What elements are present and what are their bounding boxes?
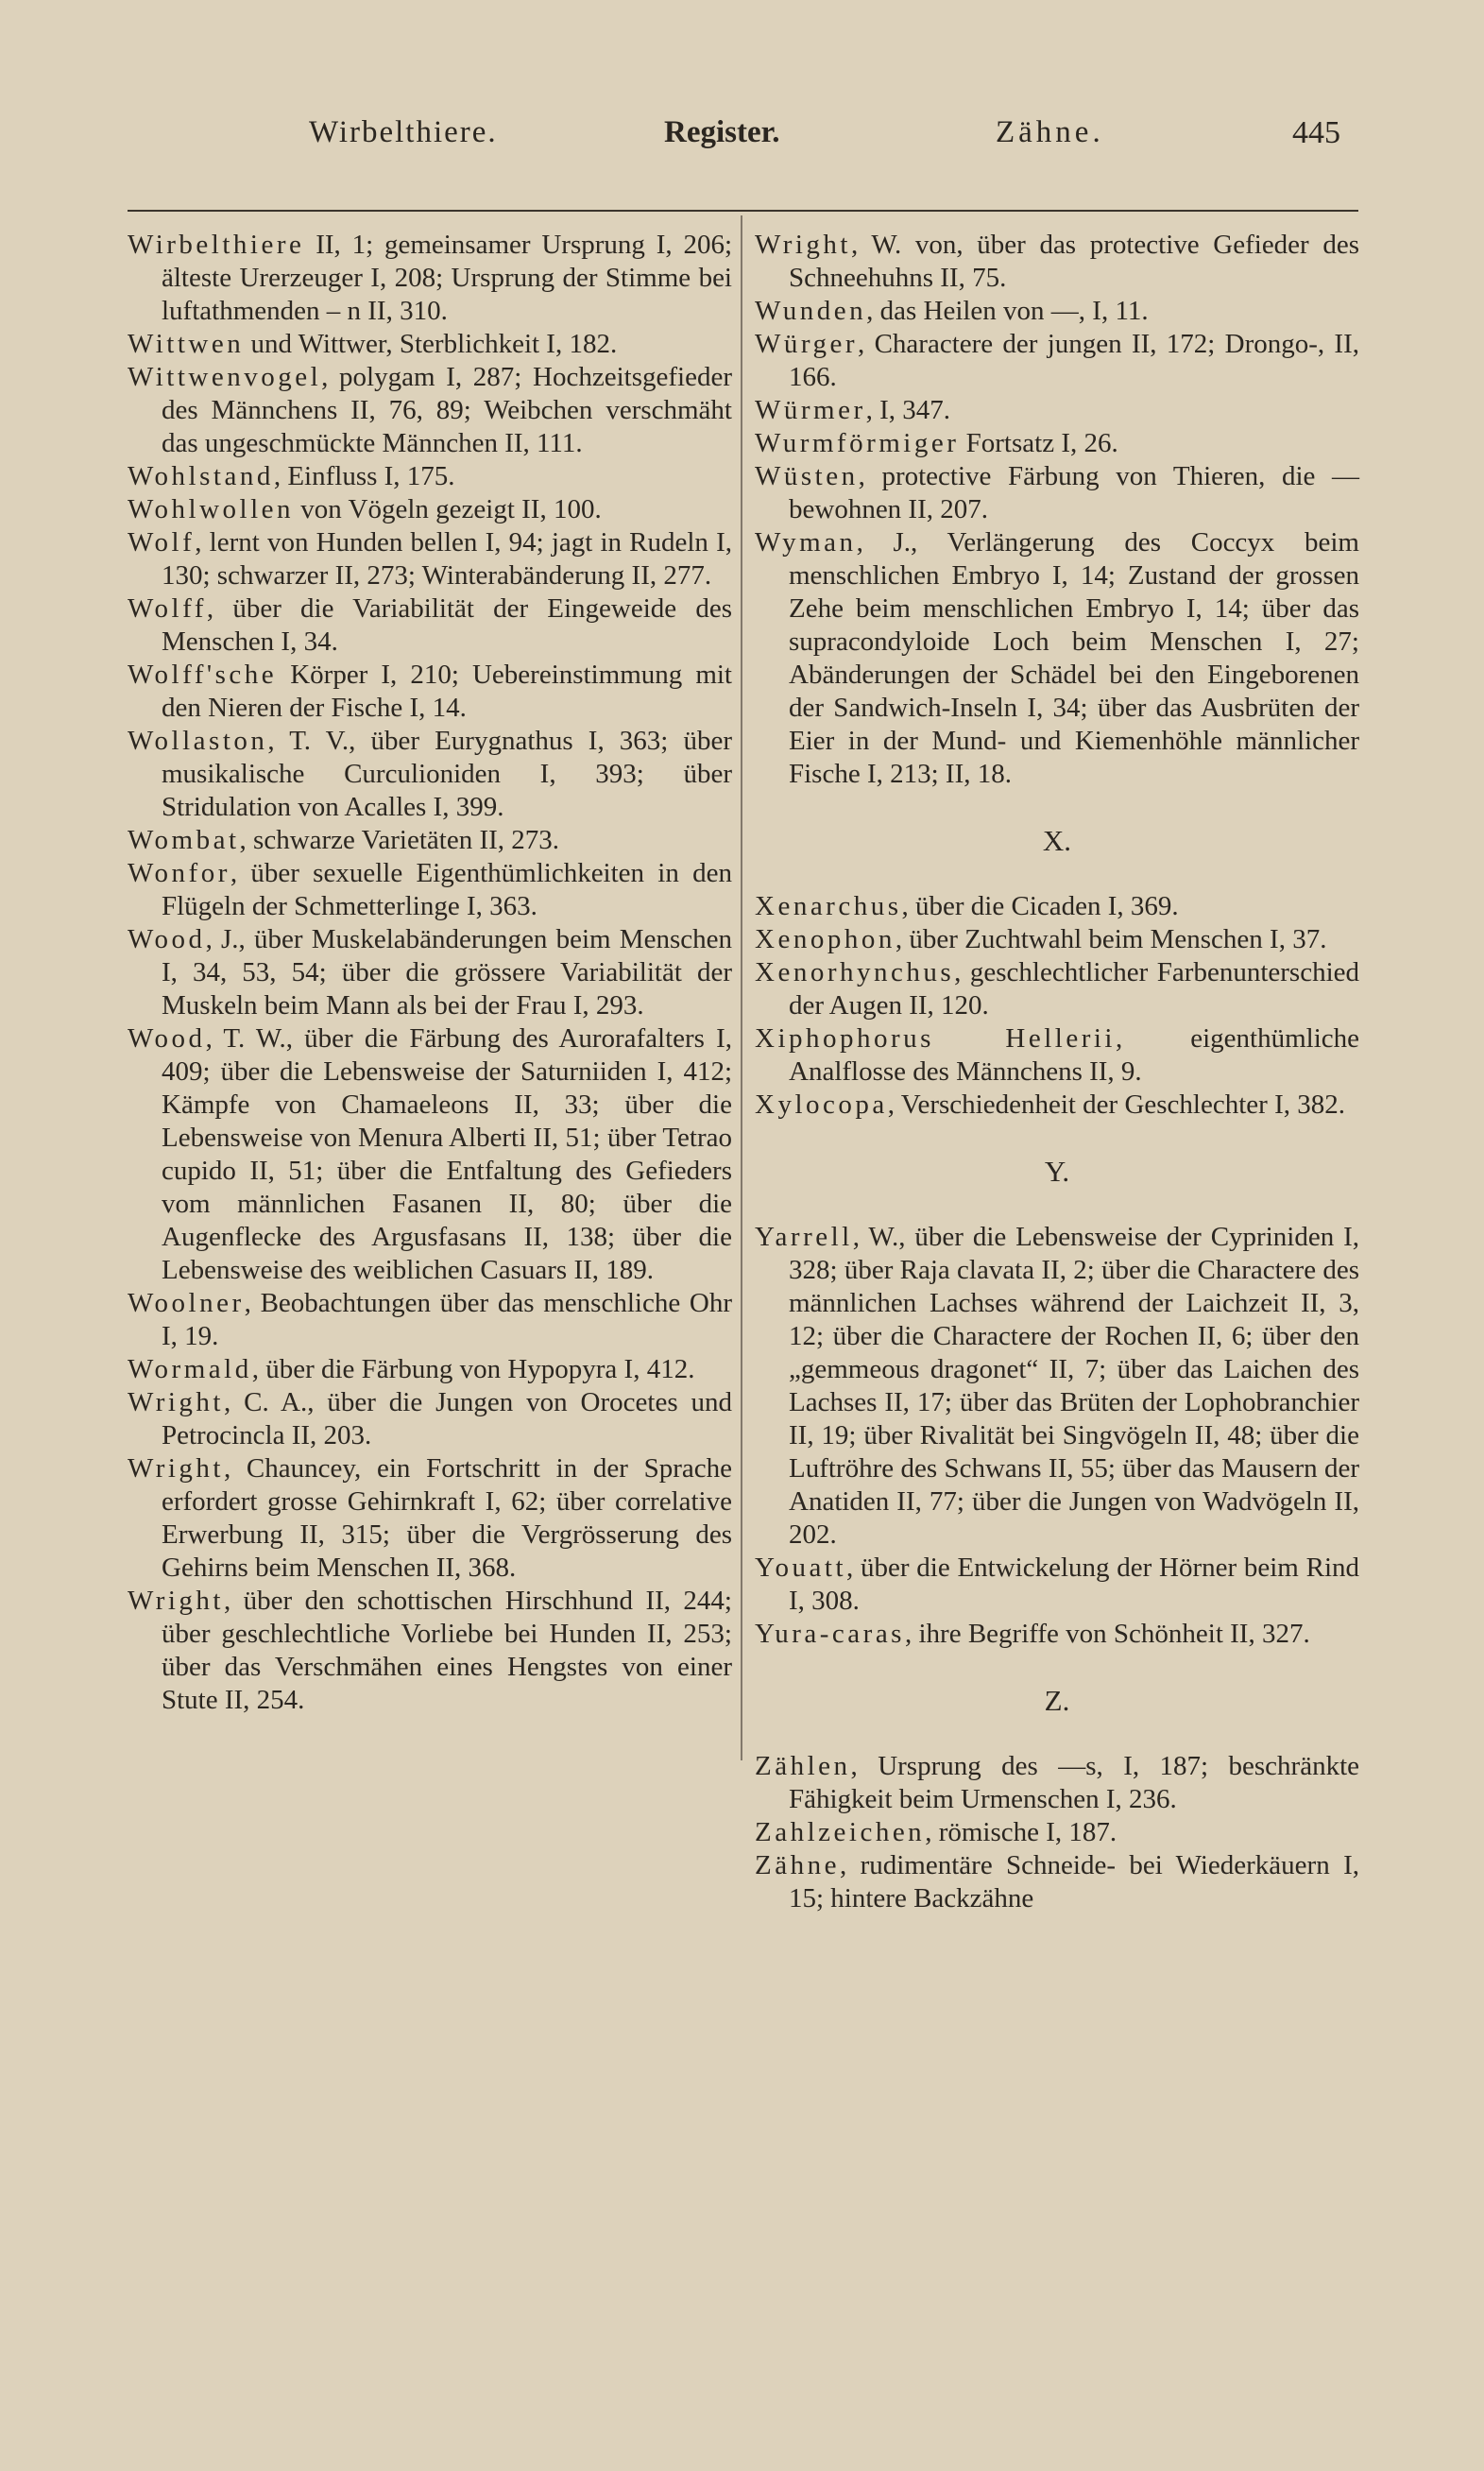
index-term: Zählen: [755, 1751, 851, 1781]
index-references: , J., Verlängerung des Coccyx beim menschlichen Embryo I, 14; Zustand der grossen Zehe beim menschlichen Embryo I, 14; über das supracondyloide Loch beim Menschen I, 27; Abänderungen der Schädel bei den Eingeborenen der Sandwich-Inseln I, 34; über das Ausbrüten der Eier in der Mund- und Kiemenhöhle männlicher Fische I, 213; II, 18.: [789, 527, 1359, 789]
index-references: , Verschiedenheit der Geschlechter I, 382.: [887, 1090, 1345, 1120]
index-entry: [128, 328, 732, 361]
index-entry: [128, 592, 732, 659]
section-heading-z: Z.: [1044, 1684, 1070, 1717]
index-term: Wood: [128, 924, 206, 954]
index-references: , über die Färbung von Hypopyra I, 412.: [251, 1354, 695, 1384]
index-references: , C. A., über die Jungen von Orocetes und Petrocincla II, 203.: [162, 1387, 732, 1450]
index-references: , W. von, über das protective Gefieder des Schneehuhns II, 75.: [789, 230, 1359, 293]
entries-w: [755, 229, 1359, 791]
header-left-keyword: Wirbelthiere.: [309, 115, 498, 149]
index-entry: [755, 1849, 1359, 1915]
right-column: [755, 229, 1359, 1915]
index-entry: [755, 427, 1359, 460]
index-entry: [755, 328, 1359, 394]
entries-y: [755, 1221, 1359, 1651]
index-term: Wonfor: [128, 858, 230, 888]
index-entry: [128, 659, 732, 725]
index-term: Wright: [128, 1453, 224, 1484]
section-heading-y: Y.: [1044, 1155, 1070, 1188]
index-entry: [755, 956, 1359, 1022]
index-references: und Wittwer, Sterblichkeit I, 182.: [244, 329, 618, 359]
header-rule: [128, 210, 1358, 212]
index-term: Yura-caras: [755, 1619, 905, 1649]
index-entry: [128, 1585, 732, 1717]
index-references: , polygam I, 287; Hochzeitsgefieder des Männchens II, 76, 89; Weibchen verschmäht das ungeschmückte Männchen II, 111.: [162, 362, 732, 458]
index-references: , eigenthümliche Analflosse des Männchens II, 9.: [789, 1023, 1359, 1087]
index-references: , I, 347.: [865, 395, 951, 425]
index-references: II, 1; gemeinsamer Ursprung I, 206; älteste Urerzeuger I, 208; Ursprung der Stimme bei luftathmenden – n II, 310.: [162, 230, 732, 326]
page-number: 445: [1292, 115, 1340, 150]
index-term: Wolf: [128, 527, 196, 558]
entries-z: [755, 1750, 1359, 1915]
index-term: Wüsten: [755, 461, 859, 491]
index-references: , rudimentäre Schneide- bei Wiederkäuern I, 15; hintere Backzähne: [789, 1850, 1359, 1913]
index-term: Wyman: [755, 527, 857, 558]
index-entry: [128, 857, 732, 923]
index-references: , über den schottischen Hirschhund II, 244; über geschlechtliche Vorliebe bei Hunden II, 253; über das Verschmähen eines Hengstes von einer Stute II, 254.: [162, 1586, 732, 1715]
index-entry: [128, 1386, 732, 1452]
index-references: , T. V., über Eurygnathus I, 363; über musikalische Curculioniden I, 393; über Stridulation von Acalles I, 399.: [162, 726, 732, 822]
index-term: Wohlwollen: [128, 494, 295, 524]
index-references: , Ursprung des —s, I, 187; beschränkte Fähigkeit beim Urmenschen I, 236.: [789, 1751, 1359, 1814]
index-references: von Vögeln gezeigt II, 100.: [294, 494, 602, 524]
index-term: Wright: [755, 230, 851, 260]
index-term: Xylocopa: [755, 1090, 888, 1120]
index-term: Wood: [128, 1023, 206, 1054]
index-entry: [755, 1750, 1359, 1816]
index-references: , über die Entwickelung der Hörner beim Rind I, 308.: [789, 1553, 1359, 1616]
index-references: , lernt von Hunden bellen I, 94; jagt in Rudeln I, 130; schwarzer II, 273; Winterabänderung II, 277.: [162, 527, 732, 591]
index-term: Wombat: [128, 825, 240, 855]
index-references: , W., über die Lebensweise der Cypriniden I, 328; über Raja clavata II, 2; über die Charactere des männlichen Lachses während der Laichzeit II, 3, 12; über die Charactere der Rochen II, 6; über den „gemmeous dragonet“ II, 7; über das Laichen des Lachses II, 17; über das Brüten der Lophobranchier II, 19; über Rivalität bei Singvögeln II, 48; über die Luftröhre des Schwans II, 55; über das Mausern der Anatiden II, 77; über die Jungen von Wadvögeln II, 202.: [789, 1222, 1359, 1550]
index-references: , über Zuchtwahl beim Menschen I, 37.: [895, 924, 1327, 954]
index-entry: [755, 1816, 1359, 1849]
index-references: , römische I, 187.: [925, 1817, 1117, 1847]
index-entry: [755, 890, 1359, 923]
running-header: [0, 115, 1484, 172]
index-term: Yarrell: [755, 1222, 853, 1252]
index-term: Xenorhynchus: [755, 957, 955, 987]
column-divider: [741, 215, 742, 1760]
index-references: , über die Variabilität der Eingeweide des Menschen I, 34.: [162, 593, 732, 657]
index-entry: [128, 1287, 732, 1353]
index-term: Wormald: [128, 1354, 252, 1384]
index-references: Fortsatz I, 26.: [959, 428, 1118, 458]
index-term: Zähne: [755, 1850, 840, 1880]
index-term: Wittwenvogel: [128, 362, 322, 392]
index-term: Xenarchus: [755, 891, 902, 921]
index-references: , Einfluss I, 175.: [273, 461, 455, 491]
index-references: , Charactere der jungen II, 172; Drongo-, II, 166.: [789, 329, 1359, 392]
index-entry: [755, 229, 1359, 295]
index-term: Wollaston: [128, 726, 268, 756]
index-term: Wright: [128, 1387, 224, 1417]
index-references: , J., über Muskelabänderungen beim Menschen I, 34, 53, 54; über die grössere Variabilität der Muskeln beim Mann als bei der Frau I, 293.: [162, 924, 732, 1021]
index-entry: [128, 361, 732, 460]
index-term: Xiphophorus Hellerii: [755, 1023, 1116, 1054]
index-references: , protective Färbung von Thieren, die — bewohnen II, 207.: [789, 461, 1359, 524]
index-term: Wohlstand: [128, 461, 274, 491]
index-entry: [755, 295, 1359, 328]
index-entry: [755, 394, 1359, 427]
index-entry: [128, 526, 732, 592]
index-entry: [128, 1022, 732, 1287]
index-entry: [755, 526, 1359, 791]
index-term: Wolff'sche: [128, 660, 278, 690]
index-entry: [755, 1089, 1359, 1122]
index-entry: [755, 460, 1359, 526]
index-entry: [755, 1022, 1359, 1089]
section-heading-x: X.: [1042, 824, 1072, 857]
index-references: , ihre Begriffe von Schönheit II, 327.: [904, 1619, 1310, 1649]
index-term: Zahlzeichen: [755, 1817, 926, 1847]
index-entry: [128, 460, 732, 493]
index-references: , Beobachtungen über das menschliche Ohr I, 19.: [162, 1288, 732, 1351]
index-entry: [128, 1353, 732, 1386]
index-term: Wunden: [755, 296, 867, 326]
index-term: Wurmförmiger: [755, 428, 960, 458]
index-entry: [128, 1452, 732, 1585]
index-entry: [128, 923, 732, 1022]
index-term: Wright: [128, 1586, 224, 1616]
index-references: , über sexuelle Eigenthümlichkeiten in den Flügeln der Schmetterlinge I, 363.: [162, 858, 732, 921]
header-section-title: Register.: [664, 115, 780, 149]
entries-x: [755, 890, 1359, 1122]
index-term: Wirbelthiere: [128, 230, 305, 260]
index-references: , das Heilen von —, I, 11.: [866, 296, 1149, 326]
index-term: Youatt: [755, 1553, 847, 1583]
index-references: , geschlechtlicher Farbenunterschied der Augen II, 120.: [789, 957, 1359, 1021]
index-term: Woolner: [128, 1288, 245, 1318]
index-entry: [128, 725, 732, 824]
index-entry: [755, 1221, 1359, 1552]
index-entry: [755, 1618, 1359, 1651]
index-term: Wolff: [128, 593, 207, 624]
index-term: Würger: [755, 329, 859, 359]
index-references: , schwarze Varietäten II, 273.: [239, 825, 560, 855]
index-term: Würmer: [755, 395, 866, 425]
index-references: , Chauncey, ein Fortschritt in der Sprache erfordert grosse Gehirnkraft I, 62; über correlative Erwerbung II, 315; über die Vergrösserung des Gehirns beim Menschen II, 368.: [162, 1453, 732, 1583]
header-right-keyword: Zähne.: [996, 115, 1104, 149]
index-entry: [755, 923, 1359, 956]
index-entry: [128, 493, 732, 526]
index-entry: [128, 229, 732, 328]
left-column: [128, 229, 732, 1717]
index-entry: [755, 1552, 1359, 1618]
index-entry: [128, 824, 732, 857]
index-term: Wittwen: [128, 329, 245, 359]
index-references: , über die Cicaden I, 369.: [901, 891, 1179, 921]
index-references: , T. W., über die Färbung des Aurorafalters I, 409; über die Lebensweise der Saturniiden I, 412; Kämpfe von Chamaeleons II, 33; über die Lebensweise von Menura Alberti II, 51; über Tetrao cupido II, 51; über die Entfaltung des Gefieders vom männlichen Fasanen II, 80; über die Augenflecke des Argusfasans II, 138; über die Lebensweise des weiblichen Casuars II, 189.: [162, 1023, 732, 1285]
index-term: Xenophon: [755, 924, 896, 954]
index-references: Körper I, 210; Uebereinstimmung mit den Nieren der Fische I, 14.: [162, 660, 732, 723]
